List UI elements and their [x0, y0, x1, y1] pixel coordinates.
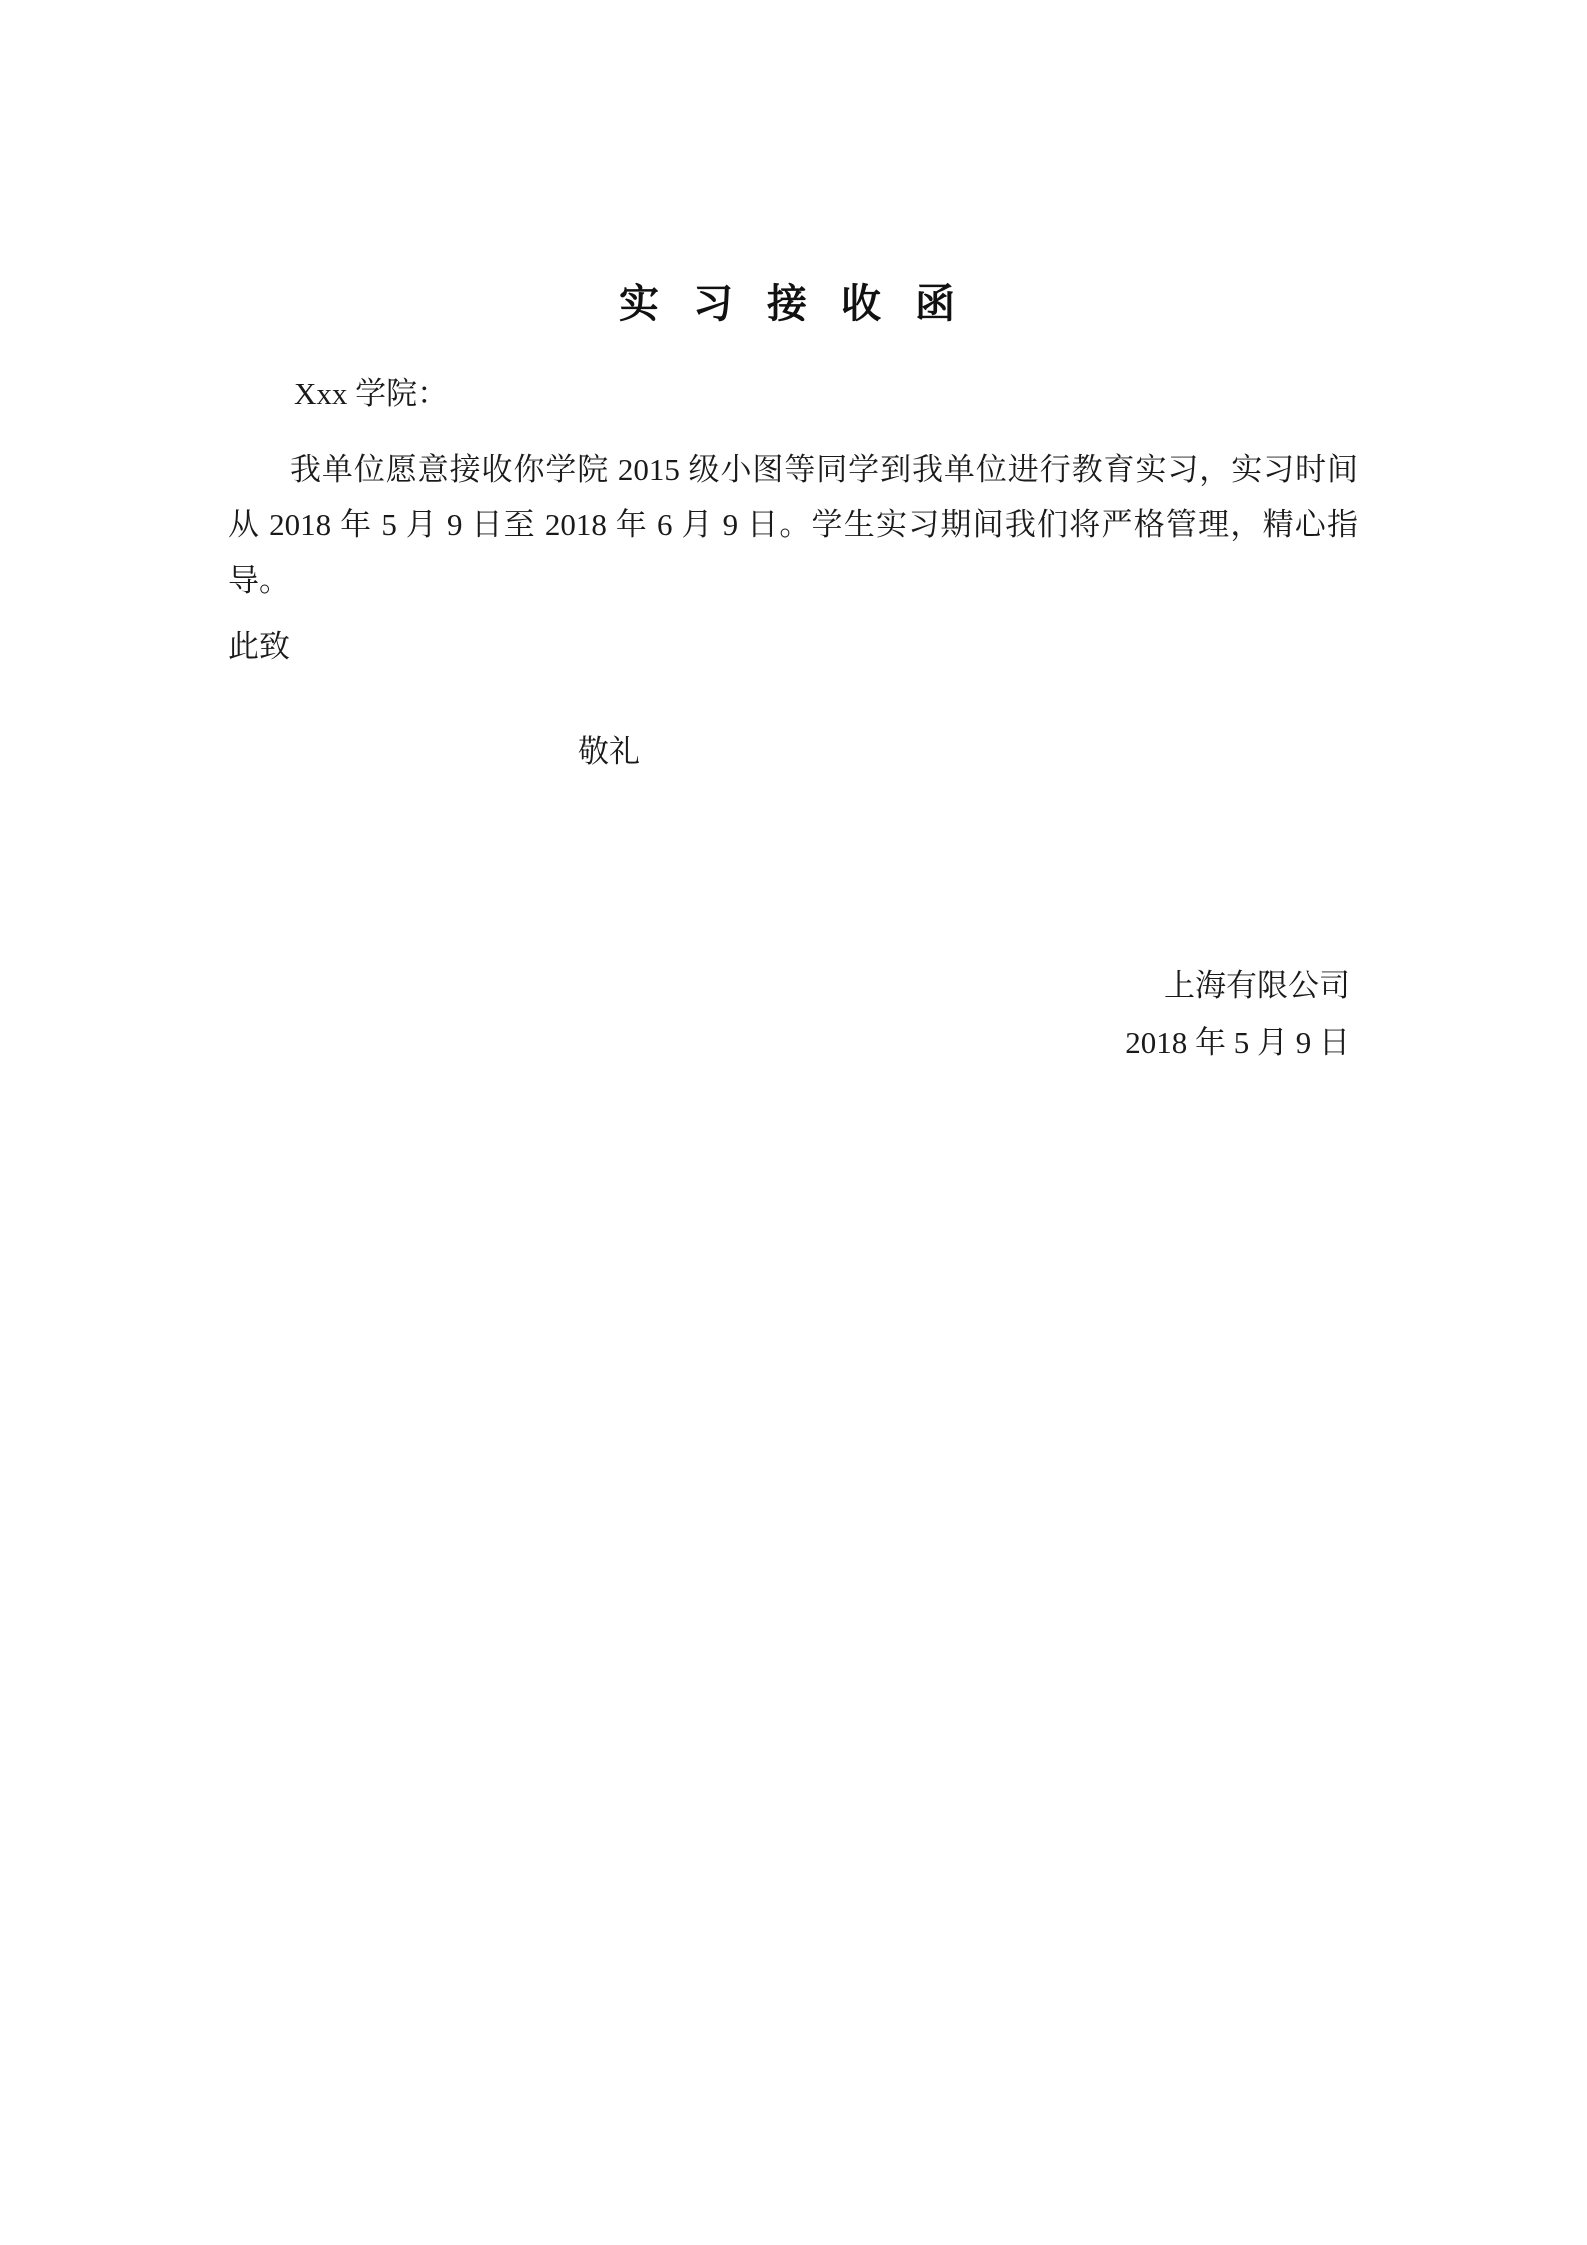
closing-first-line: 此致 — [228, 628, 290, 664]
closing-second-line: 敬礼 — [578, 734, 640, 770]
signature-company: 上海有限公司 — [1164, 967, 1350, 1003]
page-title: 实 习 接 收 函 — [619, 281, 967, 326]
signature-date: 2018 年 5 月 9 日 — [1125, 1025, 1350, 1061]
salutation-line: Xxx 学院： — [294, 376, 449, 411]
signature-block — [228, 957, 1358, 1072]
document-content — [228, 0, 1358, 1072]
body-paragraph: 我单位愿意接收你学院 2015 级小图等同学到我单位进行教育实习，实习时间从 2018 年 5 月 9 日至 2018 年 6 月 9 日。学生实习期间我们将严格管理，精心指导。 — [228, 452, 1358, 598]
